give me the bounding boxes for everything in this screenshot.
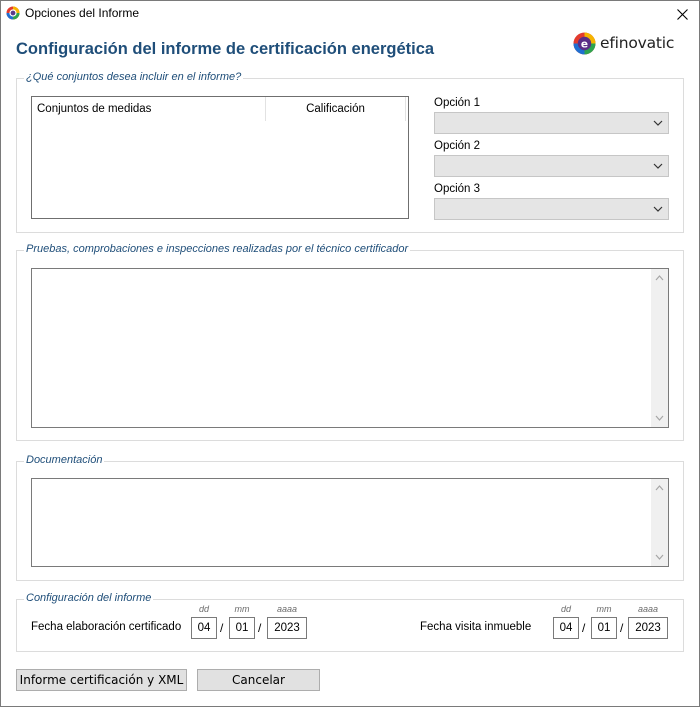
listview-header	[32, 97, 408, 121]
scroll-up-icon[interactable]	[654, 483, 665, 493]
column-header-conjuntos[interactable]: Conjuntos de medidas	[32, 97, 266, 121]
conjuntos-listview[interactable]	[31, 96, 409, 219]
visita-day-input[interactable]: 04	[553, 617, 579, 639]
fecha-elaboracion-label: Fecha elaboración certificado	[31, 621, 182, 633]
page-title: Configuración del informe de certificación energética	[16, 40, 435, 58]
option-1-select[interactable]	[434, 112, 669, 134]
app-icon	[6, 6, 20, 20]
pruebas-legend: Pruebas, comprobaciones e inspecciones realizadas por el técnico certificador	[26, 243, 409, 255]
vertical-scrollbar[interactable]	[651, 269, 668, 427]
scroll-up-icon[interactable]	[654, 273, 665, 283]
efinovatic-logo	[573, 30, 683, 56]
day-hint: dd	[560, 604, 571, 614]
date-separator: /	[620, 621, 624, 635]
date-separator: /	[220, 621, 224, 635]
visita-month-input[interactable]: 01	[591, 617, 617, 639]
visita-year-input[interactable]: 2023	[628, 617, 668, 639]
elaboracion-day-input[interactable]: 04	[191, 617, 217, 639]
elaboracion-year-input[interactable]: 2023	[267, 617, 307, 639]
conjuntos-legend: ¿Qué conjuntos desea incluir en el informe?	[26, 71, 242, 83]
date-separator: /	[258, 621, 262, 635]
option-2-label: Opción 2	[434, 140, 481, 152]
chevron-down-icon	[652, 160, 664, 172]
window-title: Opciones del Informe	[25, 6, 140, 20]
logo-text: efinovatic	[600, 34, 675, 52]
year-hint: aaaa	[637, 604, 659, 614]
documentacion-legend: Documentación	[26, 454, 103, 466]
scroll-down-icon[interactable]	[654, 552, 665, 562]
option-2-select[interactable]	[434, 155, 669, 177]
cancel-button[interactable]: Cancelar	[197, 669, 320, 691]
year-hint: aaaa	[276, 604, 298, 614]
scroll-down-icon[interactable]	[654, 413, 665, 423]
month-hint: mm	[234, 604, 250, 614]
chevron-down-icon	[652, 117, 664, 129]
day-hint: dd	[198, 604, 209, 614]
close-icon	[677, 9, 688, 20]
option-3-select[interactable]	[434, 198, 669, 220]
pruebas-textarea[interactable]	[31, 268, 669, 428]
svg-text:e: e	[580, 37, 589, 50]
option-3-label: Opción 3	[434, 183, 481, 195]
title-bar	[1, 1, 699, 27]
generate-report-button[interactable]: Informe certificación y XML	[16, 669, 187, 691]
date-separator: /	[582, 621, 586, 635]
configuracion-legend: Configuración del informe	[26, 592, 152, 604]
column-header-calificacion[interactable]: Calificación	[266, 97, 406, 121]
close-button[interactable]	[665, 1, 699, 27]
vertical-scrollbar[interactable]	[651, 479, 668, 566]
elaboracion-month-input[interactable]: 01	[229, 617, 255, 639]
documentacion-textarea[interactable]	[31, 478, 669, 567]
fecha-visita-label: Fecha visita inmueble	[420, 621, 532, 633]
chevron-down-icon	[652, 203, 664, 215]
option-1-label: Opción 1	[434, 97, 481, 109]
efinovatic-logo-icon	[573, 32, 596, 55]
month-hint: mm	[596, 604, 612, 614]
